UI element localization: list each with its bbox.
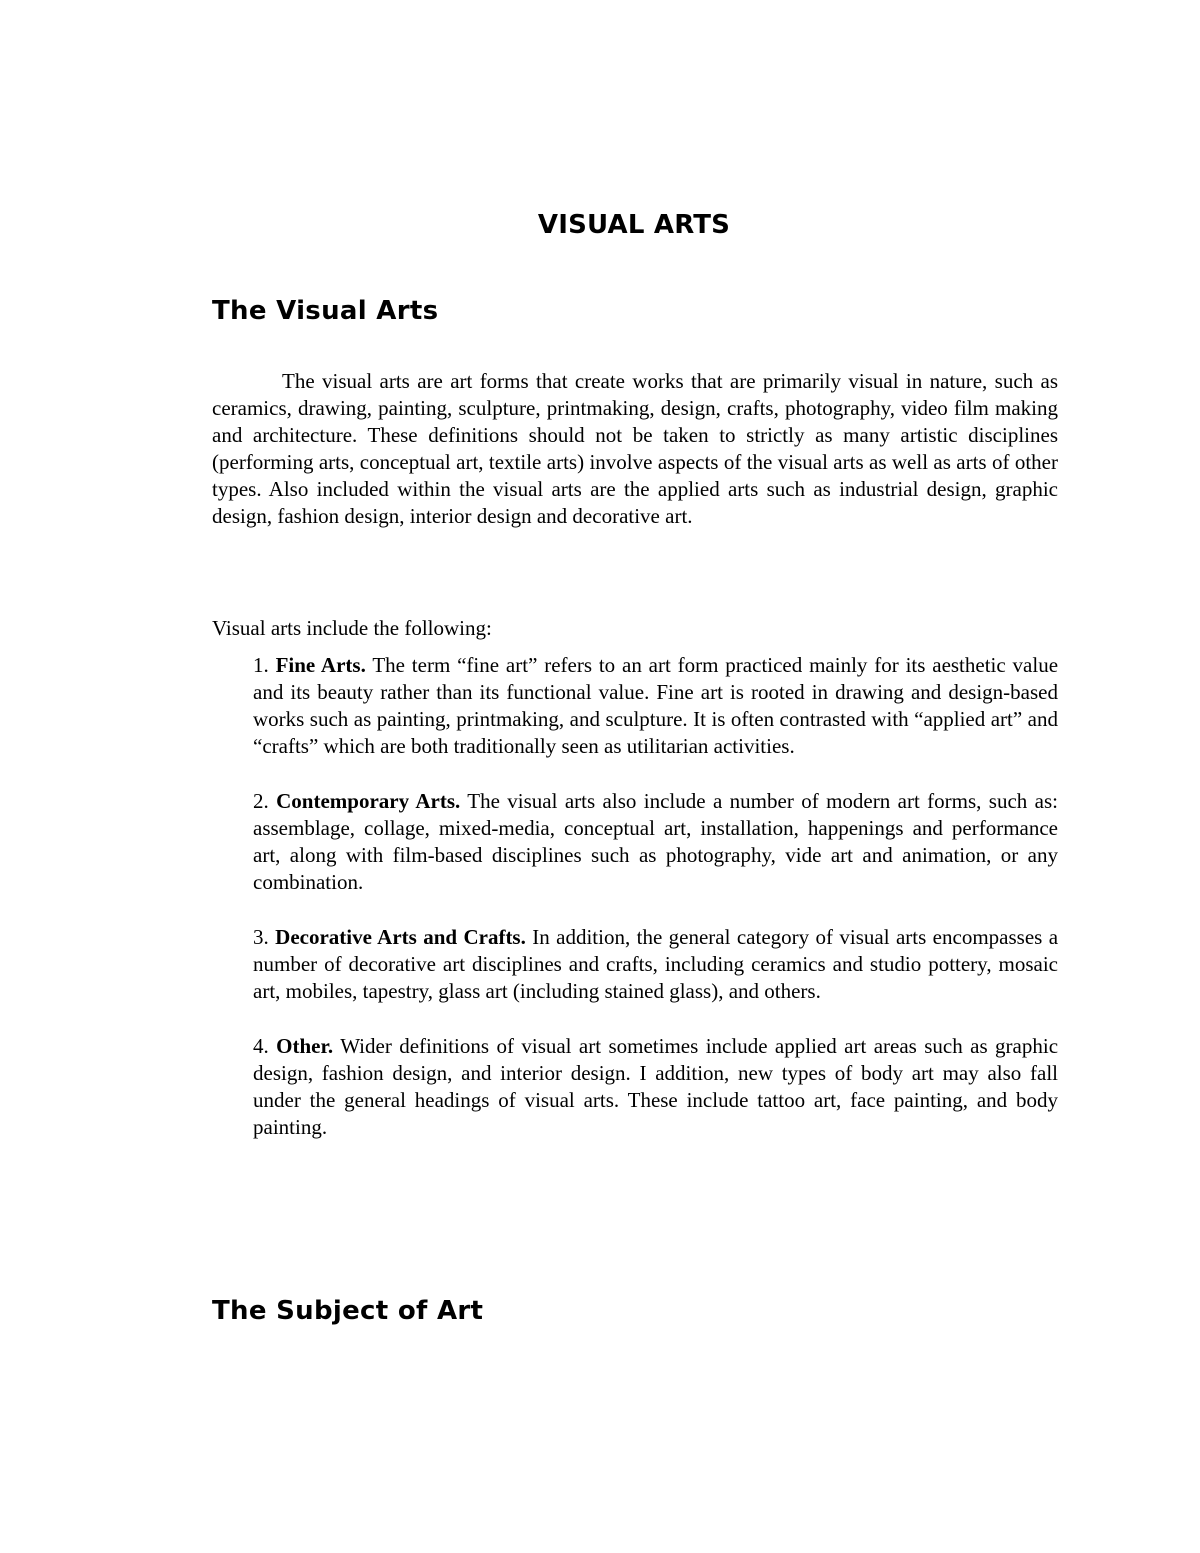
section-heading-visual-arts: The Visual Arts bbox=[212, 296, 439, 326]
list-item-contemporary-arts bbox=[253, 788, 1058, 896]
list-item-text: The visual arts also include a number of modern art forms, such as: assemblage, collage, mixed-media, conceptual art, installation, happenings and performance art, along with film-based disciplines such as photography, vide art and animation, or any combination. bbox=[253, 789, 1059, 894]
list-item-term: Fine Arts. bbox=[275, 653, 366, 677]
list-item-term: Contemporary Arts. bbox=[276, 789, 461, 813]
list-item-text: The term “fine art” refers to an art form practiced mainly for its aesthetic value and its beauty rather than its functional value. Fine art is rooted in drawing and design-based works such as painting, printmaking, and sculpture. It is often contrasted with “applied art” and “crafts” which are both traditionally seen as utilitarian activities. bbox=[253, 653, 1059, 758]
list-item-term: Other. bbox=[276, 1034, 334, 1058]
intro-paragraph: The visual arts are art forms that create works that are primarily visual in nature, such as ceramics, drawing, painting, sculpture, printmaking, design, crafts, photography, video film making and architecture. These definitions should not be taken to strictly as many artistic disciplines (performing arts, conceptual art, textile arts) involve aspects of the visual arts as well as arts of other types. Also included within the visual arts are the applied arts such as industrial design, graphic design, fashion design, interior design and decorative art. bbox=[212, 369, 1058, 528]
list-lead-in: Visual arts include the following: bbox=[212, 616, 492, 640]
list-item-other bbox=[253, 1033, 1058, 1141]
list-item-number: 1. bbox=[253, 653, 269, 677]
list-item-text: Wider definitions of visual art sometimes include applied art areas such as graphic design, fashion design, and interior design. I addition, new types of body art may also fall under the general headings of visual arts. These include tattoo art, face painting, and body painting. bbox=[253, 1034, 1059, 1139]
list-item-number: 4. bbox=[253, 1034, 269, 1058]
visual-arts-list bbox=[253, 652, 1058, 1169]
section-heading-subject-of-art: The Subject of Art bbox=[212, 1296, 484, 1326]
list-item-fine-arts bbox=[253, 652, 1058, 760]
list-item-decorative-arts bbox=[253, 924, 1058, 1005]
document-title: VISUAL ARTS bbox=[537, 210, 731, 240]
list-item-text: In addition, the general category of visual arts encompasses a number of decorative art disciplines and crafts, including ceramics and studio pottery, mosaic art, mobiles, tapestry, glass art (including stained glass), and others. bbox=[253, 925, 1059, 1003]
list-item-number: 2. bbox=[253, 789, 269, 813]
list-item-number: 3. bbox=[253, 925, 269, 949]
list-item-term: Decorative Arts and Crafts. bbox=[275, 925, 526, 949]
